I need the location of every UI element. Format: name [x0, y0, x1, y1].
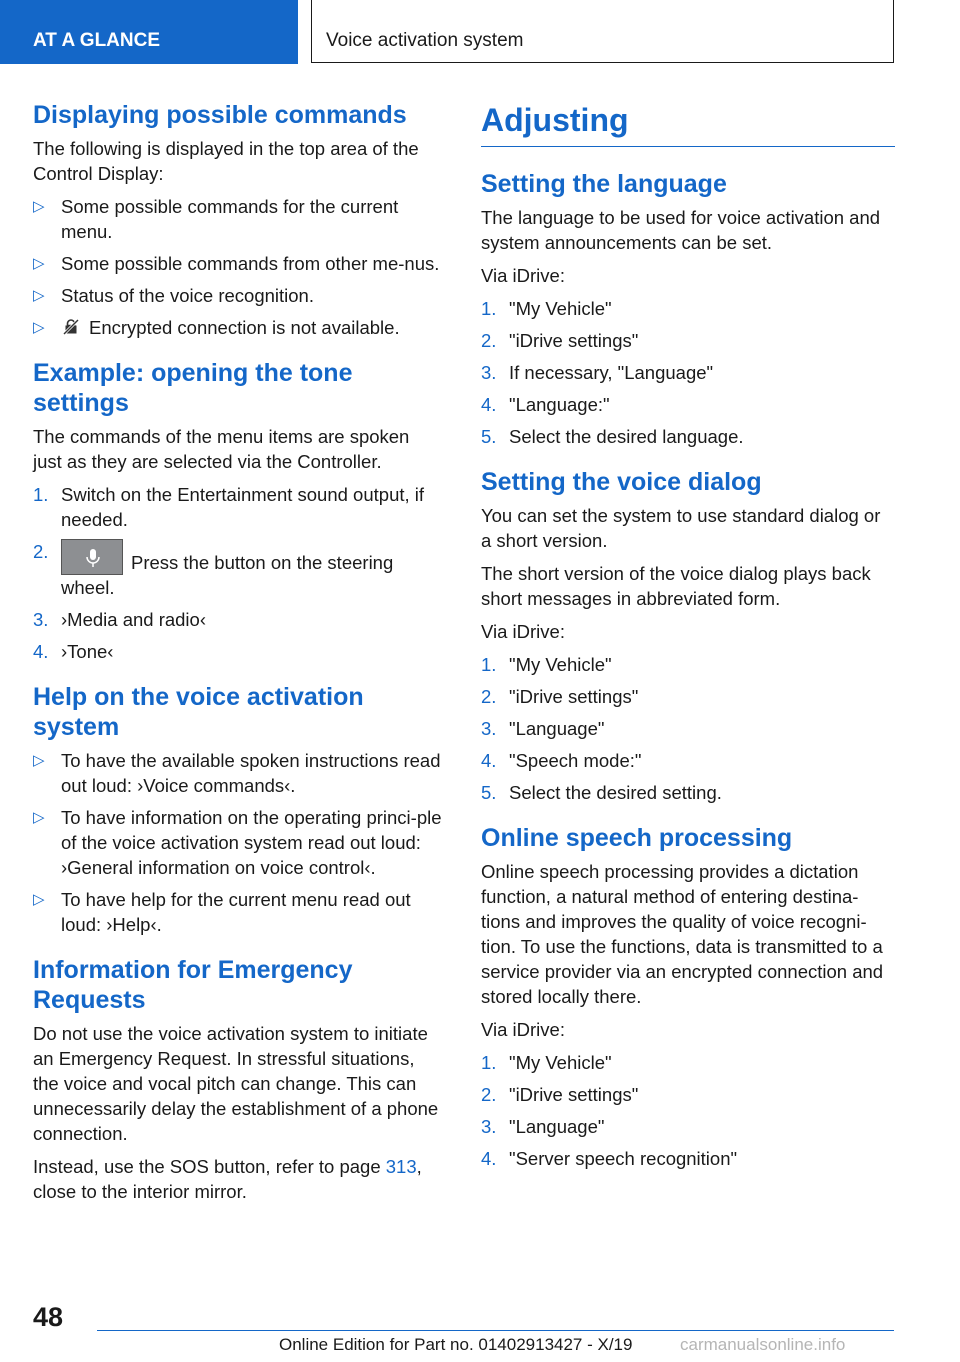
step-number: 3. [33, 609, 49, 630]
section-help [33, 682, 443, 937]
list-item: ▷ Status of the voice recognition. [33, 285, 314, 306]
bullet-list [33, 748, 443, 937]
list-item: 5. Select the desired setting. [481, 782, 722, 803]
chapter-title: Adjusting [481, 100, 895, 147]
right-column [481, 100, 895, 1179]
paragraph: The following is displayed in the top area of the Control Display: [33, 138, 419, 184]
page-number: 48 [33, 1302, 64, 1332]
paragraph: Via iDrive: [481, 1019, 565, 1040]
step-number: 3. [481, 362, 497, 383]
header-chapter-label: Voice activation system [326, 30, 524, 51]
list-item: 2. "iDrive settings" [481, 686, 639, 707]
paragraph: The language to be used for voice activation and system announcements can be set. [481, 207, 881, 253]
step-number: 2. [33, 541, 49, 562]
paragraph: Do not use the voice activation system to initiate an Emergency Request. In stressful situations, the voice and vocal pitch can change. This can unnecessarily delay the establishment of a phone connection. [33, 1023, 439, 1144]
section-language [481, 169, 895, 449]
bullet-marker: ▷ [33, 752, 45, 769]
list-item: 1. "My Vehicle" [481, 298, 612, 319]
list-item: 5. Select the desired language. [481, 426, 744, 447]
list-item: ▷ Some possible commands for the current menu. [33, 196, 399, 242]
list-item: 3. "Language" [481, 1116, 605, 1137]
numbered-list [481, 652, 895, 805]
step-number: 2. [481, 330, 497, 351]
list-item: 4. "Speech mode:" [481, 750, 642, 771]
step-number: 3. [481, 718, 497, 739]
step-number: 4. [481, 1148, 497, 1169]
section-title: Displaying possible commands [33, 101, 407, 129]
paragraph: Instead, use the SOS button, refer to page 313, close to the interior mirror. [33, 1156, 422, 1202]
encrypted-connection-unavailable-icon [61, 317, 81, 337]
list-item: 3. If necessary, "Language" [481, 362, 714, 383]
step-number: 4. [481, 750, 497, 771]
list-item: ▷ To have help for the current menu read out loud: ›Help‹. [33, 889, 411, 935]
step-number: 5. [481, 426, 497, 447]
bullet-marker: ▷ [33, 809, 45, 826]
section-title: Setting the language [481, 170, 727, 198]
list-item: 2. Press the button on the steering wheel. [33, 541, 394, 598]
list-item: ▷ To have information on the operating princi‐ple of the voice activation system read out loud: ›General information on voice control‹. [33, 807, 442, 878]
list-item: 1. Switch on the Entertainment sound output, if needed. [33, 484, 425, 530]
section-emergency [33, 955, 443, 1204]
paragraph: The short version of the voice dialog plays back short messages in abbreviated form. [481, 563, 871, 609]
list-item: 1. "My Vehicle" [481, 1052, 612, 1073]
list-item: 4. "Server speech recognition" [481, 1148, 738, 1169]
step-number: 1. [481, 298, 497, 319]
header-chapter-box [311, 0, 894, 63]
bullet-marker: ▷ [33, 255, 45, 272]
paragraph: Online speech processing provides a dictation function, a natural method of entering destina‐tions and improves the quality of voice recogni‐tion. To use the functions, data is transmitted to a service provider via an encrypted connection and stored locally there. [481, 861, 884, 1007]
list-item: 4. ›Tone‹ [33, 641, 114, 662]
section-displaying-commands [33, 100, 443, 340]
section-example-tone [33, 358, 443, 664]
step-number: 5. [481, 782, 497, 803]
footer-edition: Online Edition for Part no. 01402913427 - X/19 [279, 1335, 633, 1354]
voice-button-icon [61, 539, 123, 575]
header-section-tab [0, 0, 298, 64]
step-number: 4. [481, 394, 497, 415]
paragraph: The commands of the menu items are spoken just as they are selected via the Controller. [33, 426, 410, 472]
step-number: 2. [481, 686, 497, 707]
section-title: Online speech processing [481, 824, 793, 852]
list-item: ▷ To have the available spoken instructions read out loud: ›Voice commands‹. [33, 750, 441, 796]
list-item: 3. "Language" [481, 718, 605, 739]
section-online-speech [481, 823, 895, 1171]
list-item: 2. "iDrive settings" [481, 330, 639, 351]
bullet-marker: ▷ [33, 287, 45, 304]
step-number: 1. [481, 1052, 497, 1073]
numbered-list [33, 482, 443, 664]
header-section-label: AT A GLANCE [33, 30, 161, 51]
footer-divider [97, 1330, 894, 1331]
list-item: 4. "Language:" [481, 394, 610, 415]
list-item: 2. "iDrive settings" [481, 1084, 639, 1105]
numbered-list [481, 1050, 895, 1171]
page-reference-link[interactable]: 313 [385, 1156, 417, 1177]
step-number: 1. [33, 484, 49, 505]
step-number: 4. [33, 641, 49, 662]
section-title: Setting the voice dialog [481, 468, 762, 496]
section-title: Help on the voice activation system [33, 683, 364, 741]
section-voice-dialog [481, 467, 895, 805]
paragraph: Via iDrive: [481, 265, 565, 286]
bullet-marker: ▷ [33, 891, 45, 908]
paragraph: Via iDrive: [481, 621, 565, 642]
step-number: 2. [481, 1084, 497, 1105]
numbered-list [481, 296, 895, 449]
list-item: ▷ Encrypted connection is not available. [33, 317, 400, 338]
watermark: carmanualsonline.info [680, 1335, 846, 1354]
paragraph: You can set the system to use standard dialog or a short version. [481, 505, 881, 551]
section-title: Example: opening the tone settings [33, 359, 353, 417]
list-item: 1. "My Vehicle" [481, 654, 612, 675]
bullet-marker: ▷ [33, 198, 45, 215]
left-column [33, 100, 443, 1212]
bullet-list [33, 194, 443, 340]
step-number: 3. [481, 1116, 497, 1137]
bullet-marker: ▷ [33, 319, 45, 336]
list-item: ▷ Some possible commands from other me‐nus. [33, 253, 440, 274]
step-number: 1. [481, 654, 497, 675]
section-title: Information for Emergency Requests [33, 956, 353, 1014]
list-item: 3. ›Media and radio‹ [33, 609, 206, 630]
